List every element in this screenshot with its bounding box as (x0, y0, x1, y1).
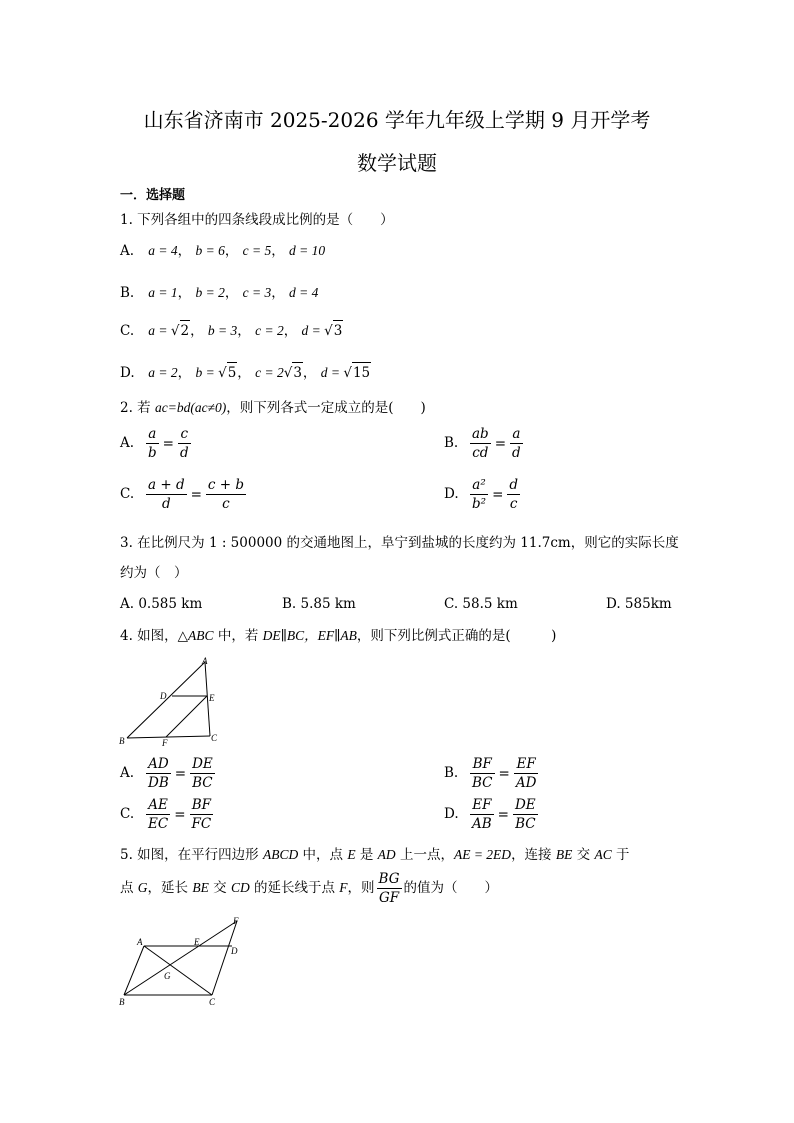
value-b-prefix: b = (195, 365, 219, 380)
label-b: B (119, 736, 125, 746)
value-b: b = 3 (207, 323, 238, 338)
exam-title-line2: 数学试题 (357, 151, 437, 175)
stem-text: 中，若 (213, 628, 263, 644)
side-cd-extended (212, 921, 237, 995)
stem-text: ，则下列比例式正确的是( ) (356, 628, 557, 644)
stem-math: △ABC (177, 628, 214, 643)
fraction: $\frac{c + b}{c}$ (207, 477, 245, 512)
side-ab (124, 946, 144, 995)
value-d-prefix: d = (320, 365, 344, 380)
radicand: 5 (227, 362, 238, 383)
label-e: E (209, 693, 215, 703)
stem-text: ，则下列各式一定成立的是( ) (226, 400, 426, 416)
fraction: $\frac{c}{d}$ (179, 426, 189, 461)
option-label: D. (120, 365, 135, 381)
option-label: C. (120, 806, 135, 822)
diagonal-ac (144, 946, 212, 995)
option-label: A. (120, 765, 135, 781)
fraction: $\frac{a}{b}$ (148, 426, 157, 461)
label-c: C (211, 733, 218, 743)
radicand: 3 (333, 320, 344, 341)
option-label: C. (120, 486, 135, 502)
stem-math: ac=bd(ac≠0) (154, 400, 227, 415)
q4-option-a: A. $\frac{AD}{DB}$ = $\frac{DE}{BC}$ (120, 756, 213, 791)
value-c-prefix: c = 2 (255, 365, 284, 380)
q3-option-d: D. 585km (606, 596, 672, 612)
value-c: c = 5 (242, 243, 272, 258)
fraction: $\frac{EF}{AD}$ (515, 756, 537, 791)
radicand: 2 (180, 320, 191, 341)
fraction: $\frac{EF}{AB}$ (472, 797, 492, 832)
fraction: $\frac{ab}{cd}$ (472, 426, 489, 461)
line-bf (124, 921, 237, 995)
q1-option-b: B. a = 1， b = 2， c = 3， d = 4 (120, 285, 319, 301)
option-label: B. (444, 765, 459, 781)
question-5-line1: 5. 如图，在平行四边形 ABCD 中，点 E 是 AD 上一点，AE = 2ED，连接 BE 交 AC 于 (120, 847, 630, 863)
radicand: 3 (292, 362, 303, 383)
value-a: a = 2 (148, 365, 178, 380)
stem-math: DE∥BC，EF∥AB (262, 628, 357, 643)
fraction: $\frac{AD}{DB}$ (148, 756, 169, 791)
triangle-figure (116, 656, 226, 750)
question-3-line1: 3. 在比例尺为 1 : 500000 的交通地图上，阜宁到盐城的长度约为 11.7cm，则它的实际长度 (120, 535, 679, 551)
fraction: $\frac{DE}{BC}$ (192, 756, 213, 791)
value-d-prefix: d = (301, 323, 325, 338)
question-2-stem (120, 398, 426, 418)
q4-option-b: B. $\frac{BF}{BC}$ = $\frac{EF}{AD}$ (444, 756, 537, 791)
label-f: F (233, 916, 239, 926)
value-c: c = 2 (255, 323, 284, 338)
label-f: F (162, 738, 168, 748)
value-d: d = 10 (289, 243, 326, 258)
fraction: $\frac{BG}{GF}$ (378, 871, 400, 906)
side-bc (127, 736, 210, 738)
option-label: D. (444, 806, 459, 822)
question-1-stem: 1. 下列各组中的四条线段成比例的是（ ） (120, 212, 394, 228)
stem-text: 4. 如图， (120, 628, 178, 644)
fraction: $\frac{a}{d}$ (512, 426, 521, 461)
exam-title-line1: 山东省济南市 2025-2026 学年九年级上学期 9 月开学考 (143, 108, 651, 132)
value-a-prefix: a = (148, 323, 171, 338)
q4-option-c: C. $\frac{AE}{EC}$ = $\frac{BF}{FC}$ (120, 797, 212, 832)
q2-option-d: D. $\frac{\text{a²}}{\text{b²}}$ = $\frac{d}{c}$ (444, 477, 519, 512)
section-heading: 一．选择题 (120, 188, 186, 203)
segment-ef (166, 696, 207, 737)
label-d: D (160, 691, 167, 701)
label-a: A (202, 656, 208, 666)
stem-text: 2. 若 (120, 400, 155, 416)
label-d: D (231, 946, 238, 956)
q1-option-c: C. a = √2， b = 3， c = 2， d = √3 (120, 320, 343, 341)
value-d: d = 4 (289, 285, 319, 300)
q3-option-b: B. 5.85 km (282, 596, 356, 612)
value-b: b = 2 (195, 285, 225, 300)
fraction: $\frac{DE}{BC}$ (514, 797, 536, 832)
q3-option-c: C. 58.5 km (444, 596, 518, 612)
fraction: $\frac{a + d}{d}$ (148, 477, 185, 512)
fraction: $\frac{AE}{EC}$ (148, 797, 169, 832)
option-label: D. (444, 486, 459, 502)
fraction: $\frac{d}{c}$ (509, 477, 519, 512)
option-label: C. (120, 323, 135, 339)
label-c: C (209, 997, 216, 1007)
label-a: A (137, 937, 143, 947)
parallelogram-figure (116, 912, 246, 1012)
value-a: a = 4 (148, 243, 178, 258)
q2-option-a: A. $\frac{a}{b}$ = $\frac{c}{d}$ (120, 426, 189, 461)
q2-option-b: B. $\frac{ab}{cd}$ = $\frac{a}{d}$ (444, 426, 521, 461)
option-label: B. (444, 435, 459, 451)
question-3-line2: 约为（ ） (120, 565, 188, 581)
q4-option-d: D. $\frac{EF}{AB}$ = $\frac{DE}{BC}$ (444, 797, 536, 832)
label-b: B (119, 997, 125, 1007)
option-label: A. (120, 435, 135, 451)
q1-option-d: D. a = 2， b = √5， c = 2√3， d = √15 (120, 362, 371, 383)
question-5-line2: 点 G，延长 BE 交 CD 的延长线于点 F，则 $\frac{BG}{GF}$ 的值为（ ） (120, 871, 499, 906)
q3-option-a: A. 0.585 km (120, 596, 203, 612)
fraction: $\frac{BF}{BC}$ (472, 756, 493, 791)
label-e: E (194, 937, 200, 947)
value-c: c = 3 (242, 285, 272, 300)
radicand: 15 (352, 362, 371, 383)
fraction: $\frac{BF}{FC}$ (191, 797, 212, 832)
value-b: b = 6 (195, 243, 225, 258)
question-4-stem (120, 626, 556, 646)
value-a: a = 1 (148, 285, 178, 300)
option-label: B. (120, 285, 135, 301)
fraction: $\frac{\text{a²}}{\text{b²}}$ (472, 477, 487, 512)
label-g: G (164, 971, 171, 981)
q1-option-a: A. a = 4， b = 6， c = 5， d = 10 (120, 243, 326, 259)
option-label: A. (120, 243, 135, 259)
q2-option-c: C. $\frac{a + d}{d}$ = $\frac{c + b}{c}$ (120, 477, 245, 512)
